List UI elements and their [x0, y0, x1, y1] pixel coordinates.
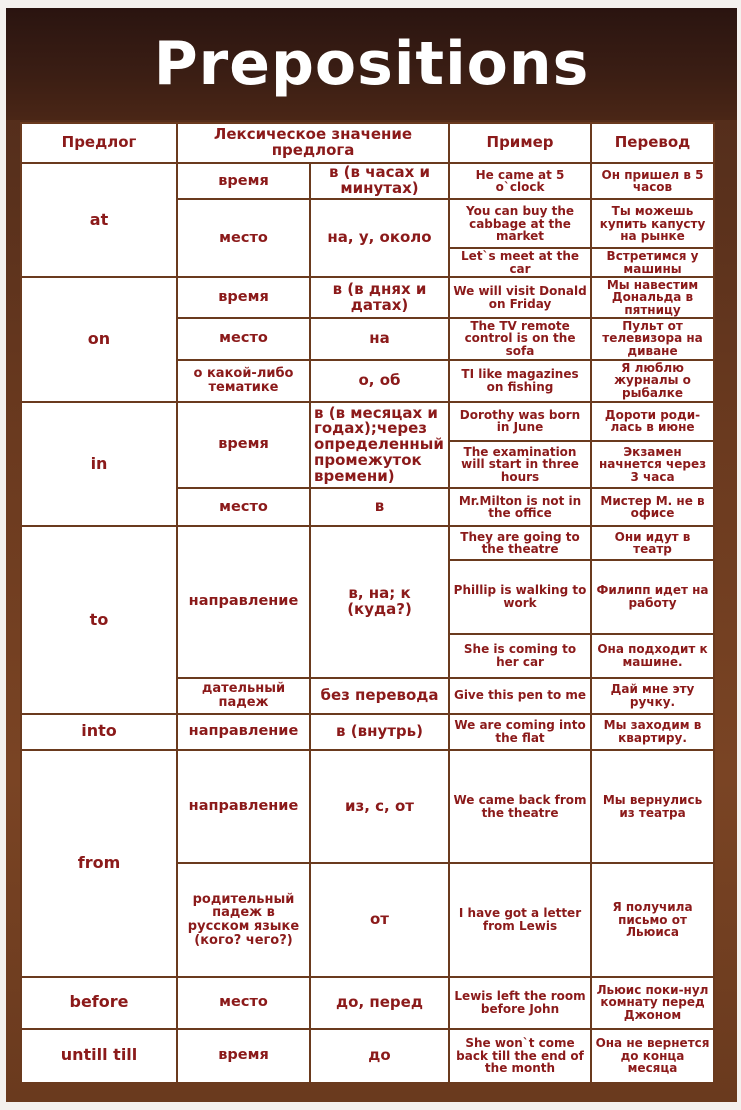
header-preposition: Предлог [21, 123, 177, 163]
translation-cell: Ты можешь купить капусту на рынке [591, 199, 714, 248]
example-cell: She won`t come back till the end of the month [449, 1029, 591, 1083]
preposition-cell: at [21, 163, 177, 277]
translation-cell: Пульт от телевизора на диване [591, 318, 714, 360]
example-cell: They are going to the theatre [449, 526, 591, 560]
meaning-translation-cell: без перевода [310, 678, 449, 714]
meaning-translation-cell: от [310, 863, 449, 976]
example-cell: We are coming into the flat [449, 714, 591, 750]
translation-cell: Он пришел в 5 часов [591, 163, 714, 199]
title-bar [6, 8, 737, 120]
preposition-cell: on [21, 277, 177, 401]
example-cell: You can buy the cabbage at the market [449, 199, 591, 248]
header-example: Пример [449, 123, 591, 163]
meaning-translation-cell: в (внутрь) [310, 714, 449, 750]
table-row [21, 402, 714, 441]
meaning-cell: время [177, 1029, 310, 1083]
meaning-cell: время [177, 277, 310, 317]
meaning-translation-cell: до [310, 1029, 449, 1083]
meaning-cell: место [177, 318, 310, 360]
example-cell: Dorothy was born in June [449, 402, 591, 441]
example-cell: Give this pen to me [449, 678, 591, 714]
header-meaning: Лексическое значение предлога [177, 123, 449, 163]
table-row [21, 977, 714, 1029]
preposition-cell: before [21, 977, 177, 1029]
page-title: Prepositions [153, 29, 590, 99]
table-row [21, 277, 714, 317]
translation-cell: Филипп идет на работу [591, 560, 714, 633]
meaning-translation-cell: на, у, около [310, 199, 449, 277]
example-cell: The TV remote control is on the sofa [449, 318, 591, 360]
translation-cell: Дороти роди-лась в июне [591, 402, 714, 441]
meaning-translation-cell: в, на; к (куда?) [310, 526, 449, 677]
table-row [21, 526, 714, 560]
translation-cell: Мы навестим Дональда в пятницу [591, 277, 714, 317]
translation-cell: Мы вернулись из театра [591, 750, 714, 863]
translation-cell: Я получила письмо от Льюиса [591, 863, 714, 976]
example-cell: She is coming to her car [449, 634, 591, 678]
translation-cell: Они идут в театр [591, 526, 714, 560]
prepositions-table [20, 122, 715, 1084]
meaning-cell: направление [177, 526, 310, 677]
meaning-cell: о какой-либо тематике [177, 360, 310, 402]
meaning-cell: время [177, 402, 310, 488]
preposition-cell: into [21, 714, 177, 750]
meaning-translation-cell: из, с, от [310, 750, 449, 863]
example-cell: The examination will start in three hours [449, 441, 591, 488]
example-cell: Phillip is walking to work [449, 560, 591, 633]
table-header-row [21, 123, 714, 163]
meaning-translation-cell: в (в месяцах и годах);через определенный промежуток времени) [310, 402, 449, 488]
meaning-cell: время [177, 163, 310, 199]
meaning-translation-cell: в (в днях и датах) [310, 277, 449, 317]
translation-cell: Мы заходим в квартиру. [591, 714, 714, 750]
preposition-cell: from [21, 750, 177, 977]
preposition-cell: to [21, 526, 177, 714]
preposition-cell: in [21, 402, 177, 526]
meaning-cell: место [177, 977, 310, 1029]
meaning-translation-cell: на [310, 318, 449, 360]
meaning-translation-cell: в [310, 488, 449, 526]
meaning-cell: направление [177, 714, 310, 750]
header-translation: Перевод [591, 123, 714, 163]
meaning-cell: направление [177, 750, 310, 863]
example-cell: Lewis left the room before John [449, 977, 591, 1029]
meaning-cell: дательный падеж [177, 678, 310, 714]
meaning-translation-cell: о, об [310, 360, 449, 402]
translation-cell: Я люблю журналы о рыбалке [591, 360, 714, 402]
translation-cell: Мистер М. не в офисе [591, 488, 714, 526]
example-cell: Mr.Milton is not in the office [449, 488, 591, 526]
translation-cell: Встретимся у машины [591, 248, 714, 277]
meaning-translation-cell: до, перед [310, 977, 449, 1029]
translation-cell: Дай мне эту ручку. [591, 678, 714, 714]
example-cell: We will visit Donald on Friday [449, 277, 591, 317]
example-cell: I have got a letter from Lewis [449, 863, 591, 976]
preposition-cell: untill till [21, 1029, 177, 1083]
meaning-translation-cell: в (в часах и минутах) [310, 163, 449, 199]
translation-cell: Она подходит к машине. [591, 634, 714, 678]
translation-cell: Льюис поки-нул комнату перед Джоном [591, 977, 714, 1029]
meaning-cell: место [177, 488, 310, 526]
translation-cell: Она не вернется до конца месяца [591, 1029, 714, 1083]
table-row [21, 750, 714, 863]
example-cell: We came back from the theatre [449, 750, 591, 863]
example-cell: Let`s meet at the car [449, 248, 591, 277]
meaning-cell: родительный падеж в русском языке (кого? чего?) [177, 863, 310, 976]
table-row [21, 714, 714, 750]
translation-cell: Экзамен начнется через 3 часа [591, 441, 714, 488]
table-row [21, 163, 714, 199]
meaning-cell: место [177, 199, 310, 277]
example-cell: TI like magazines on fishing [449, 360, 591, 402]
table-row [21, 1029, 714, 1083]
example-cell: He came at 5 o`clock [449, 163, 591, 199]
